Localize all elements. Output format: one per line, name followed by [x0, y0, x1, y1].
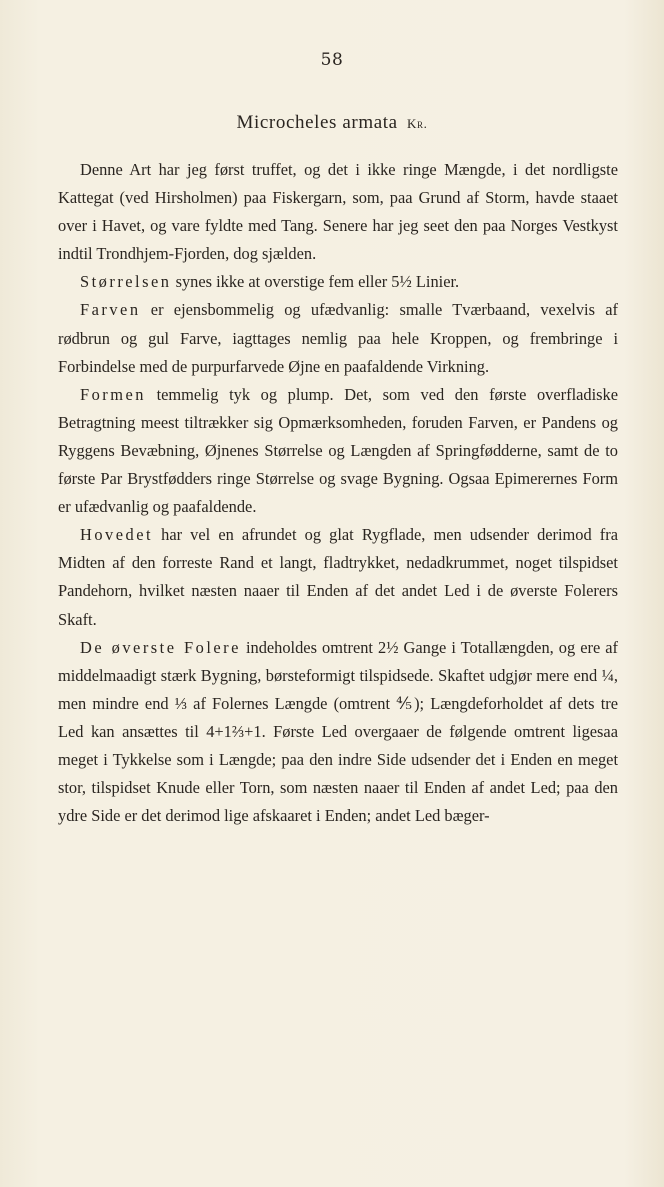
section-title — [0, 112, 664, 134]
species-author: Kr. — [407, 116, 428, 131]
heading-color: Farven — [80, 300, 141, 320]
heading-head: Hovedet — [80, 525, 154, 545]
paragraph-antennae-text: indeholdes omtrent 2½ Gange i Totallængden, og ere af middelmaadigt stærk Bygning, børsteformigt tilspidsede. Skaftet udgjør mere end ¼, men mindre end ⅓ af Folernes Længde (omtrent ⅘); Længdeforholdet af dets tre Led kan ansættes til 4+1⅔+1. Første Led overgaaer de følgende omtrent ligesaa meget i Tykkelse som i Længde; paa den indre Side udsender det i Enden en meget stor, tilspidset Knude eller Torn, som næsten naaer til Enden af andet Led; paa den ydre Side er det derimod lige afskaaret i Enden; andet Led bæger- — [58, 637, 618, 826]
heading-size: Størrelsen — [80, 272, 172, 292]
paragraph-form — [58, 381, 618, 521]
heading-antennae: De øverste Folere — [80, 637, 241, 657]
paragraph-color — [58, 296, 618, 380]
paragraph-antennae — [58, 634, 618, 831]
paragraph-size-text: synes ikke at overstige fem eller 5½ Linier. — [171, 272, 460, 292]
paragraph-intro-text: Denne Art har jeg først truffet, og det i ikke ringe Mængde, i det nordligste Kattegat (ved Hirsholmen) paa Fiskergarn, som, paa Grund af Storm, havde staaet over i Havet, og vare fyldte med Tang. Senere har jeg seet den paa Norges Vestkyst indtil Trondhjem-Fjorden, dog sjælden. — [58, 160, 618, 264]
paragraph-head — [58, 521, 618, 633]
heading-form: Formen — [80, 384, 146, 404]
species-name: Microcheles armata — [236, 112, 398, 133]
paragraph-color-text: er ejensbommelig og ufædvanlig: smalle Tværbaand, vexelvis af rødbrun og gul Farve, iagttages nemlig paa hele Kroppen, og frembringe i Forbindelse med de purpurfarvede Øjne en paafaldende Virkning. — [58, 300, 618, 376]
paragraph-form-text: temmelig tyk og plump. Det, som ved den første overfladiske Betragtning meest tiltrækker sig Opmærksomheden, foruden Farven, er Pandens og Ryggens Bevæbning, Øjnenes Størrelse og Længden af Springfødderne, samt de to første Par Brystfødders ringe Størrelse og svage Bygning. Ogsaa Epimerernes Form er ufædvanlig og paafaldende. — [58, 384, 618, 517]
body-text — [58, 156, 618, 830]
paragraph-intro — [58, 156, 618, 268]
page-number: 58 — [320, 50, 344, 70]
paragraph-head-text: har vel en afrundet og glat Rygflade, men udsender derimod fra Midten af den forreste Rand et langt, fladtrykket, nedadkrummet, noget tilspidset Pandehorn, hvilket næsten naaer til Enden af det andet Led i de øverste Folerers Skaft. — [58, 525, 618, 629]
paragraph-size — [58, 268, 618, 296]
